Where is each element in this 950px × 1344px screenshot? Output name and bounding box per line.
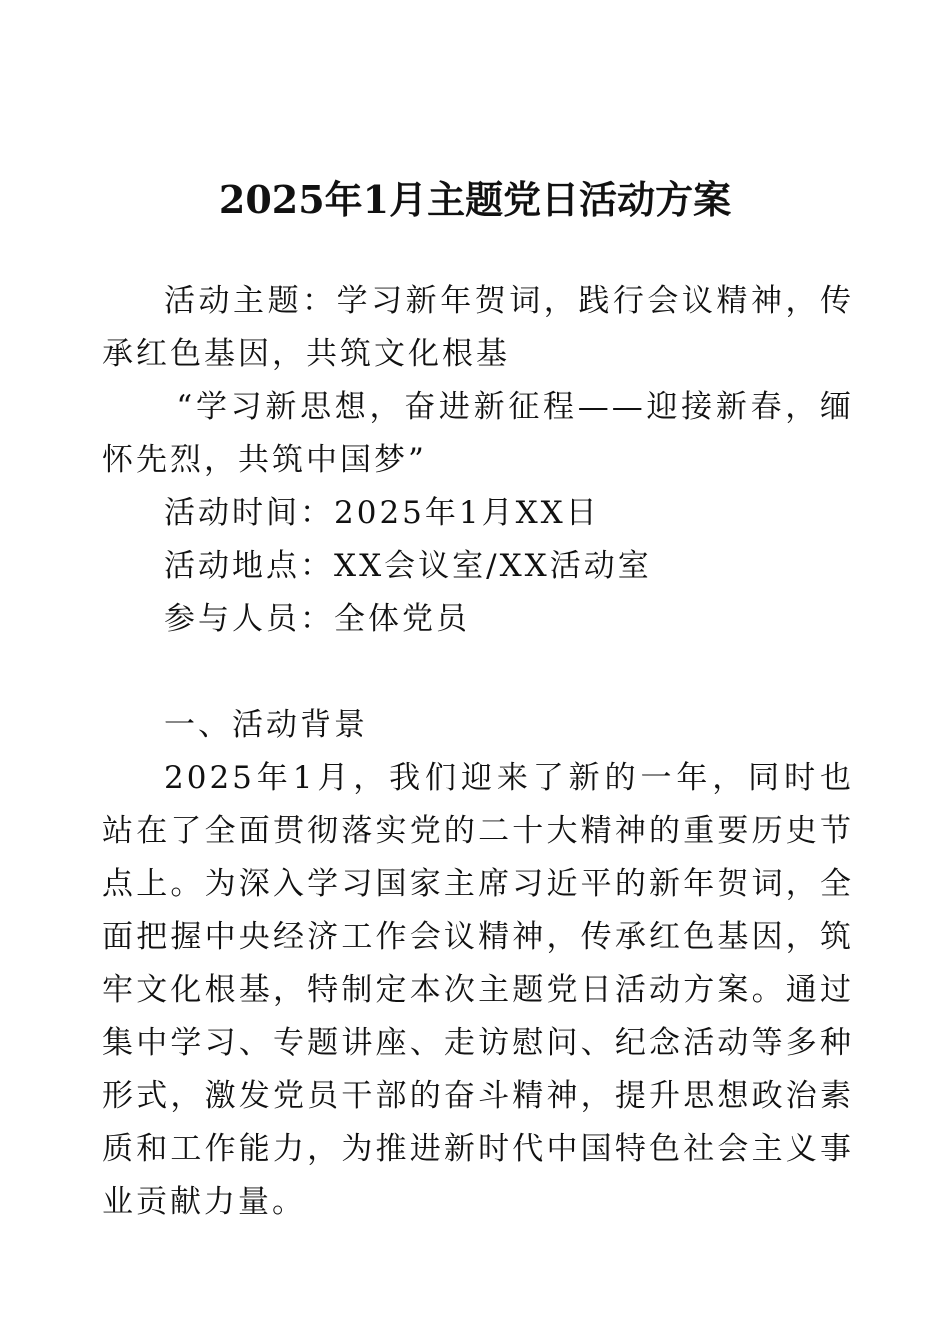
section-paragraph: 2025年1月，我们迎来了新的一年，同时也站在了全面贯彻落实党的二十大精神的重要历史节点上。为深入学习国家主席习近平的新年贺词，全面把握中央经济工作会议精神，传承红色基因，筑牢文化根基，特制定本次主题党日活动方案。通过集中学习、专题讲座、走访慰问、纪念活动等多种形式，激发党员干部的奋斗精神，提升思想政治素质和工作能力，为推进新时代中国特色社会主义事业贡献力量。 <box>102 760 854 1220</box>
section-heading: 一、活动背景 <box>164 707 368 743</box>
activity-theme: 活动主题：学习新年贺词，践行会议精神，传承红色基因，共筑文化根基 <box>102 283 854 372</box>
activity-location: 活动地点：XX会议室/XX活动室 <box>164 548 652 584</box>
document-body <box>102 275 854 1229</box>
activity-subtitle: “学习新思想，奋进新征程——迎接新春，缅怀先烈，共筑中国梦” <box>102 389 854 478</box>
paragraph-spacer <box>102 646 854 699</box>
activity-time: 活动时间：2025年1月XX日 <box>164 495 600 531</box>
activity-participants: 参与人员：全体党员 <box>164 601 470 637</box>
document-title: 2025年1月主题党日活动方案 <box>218 177 732 222</box>
